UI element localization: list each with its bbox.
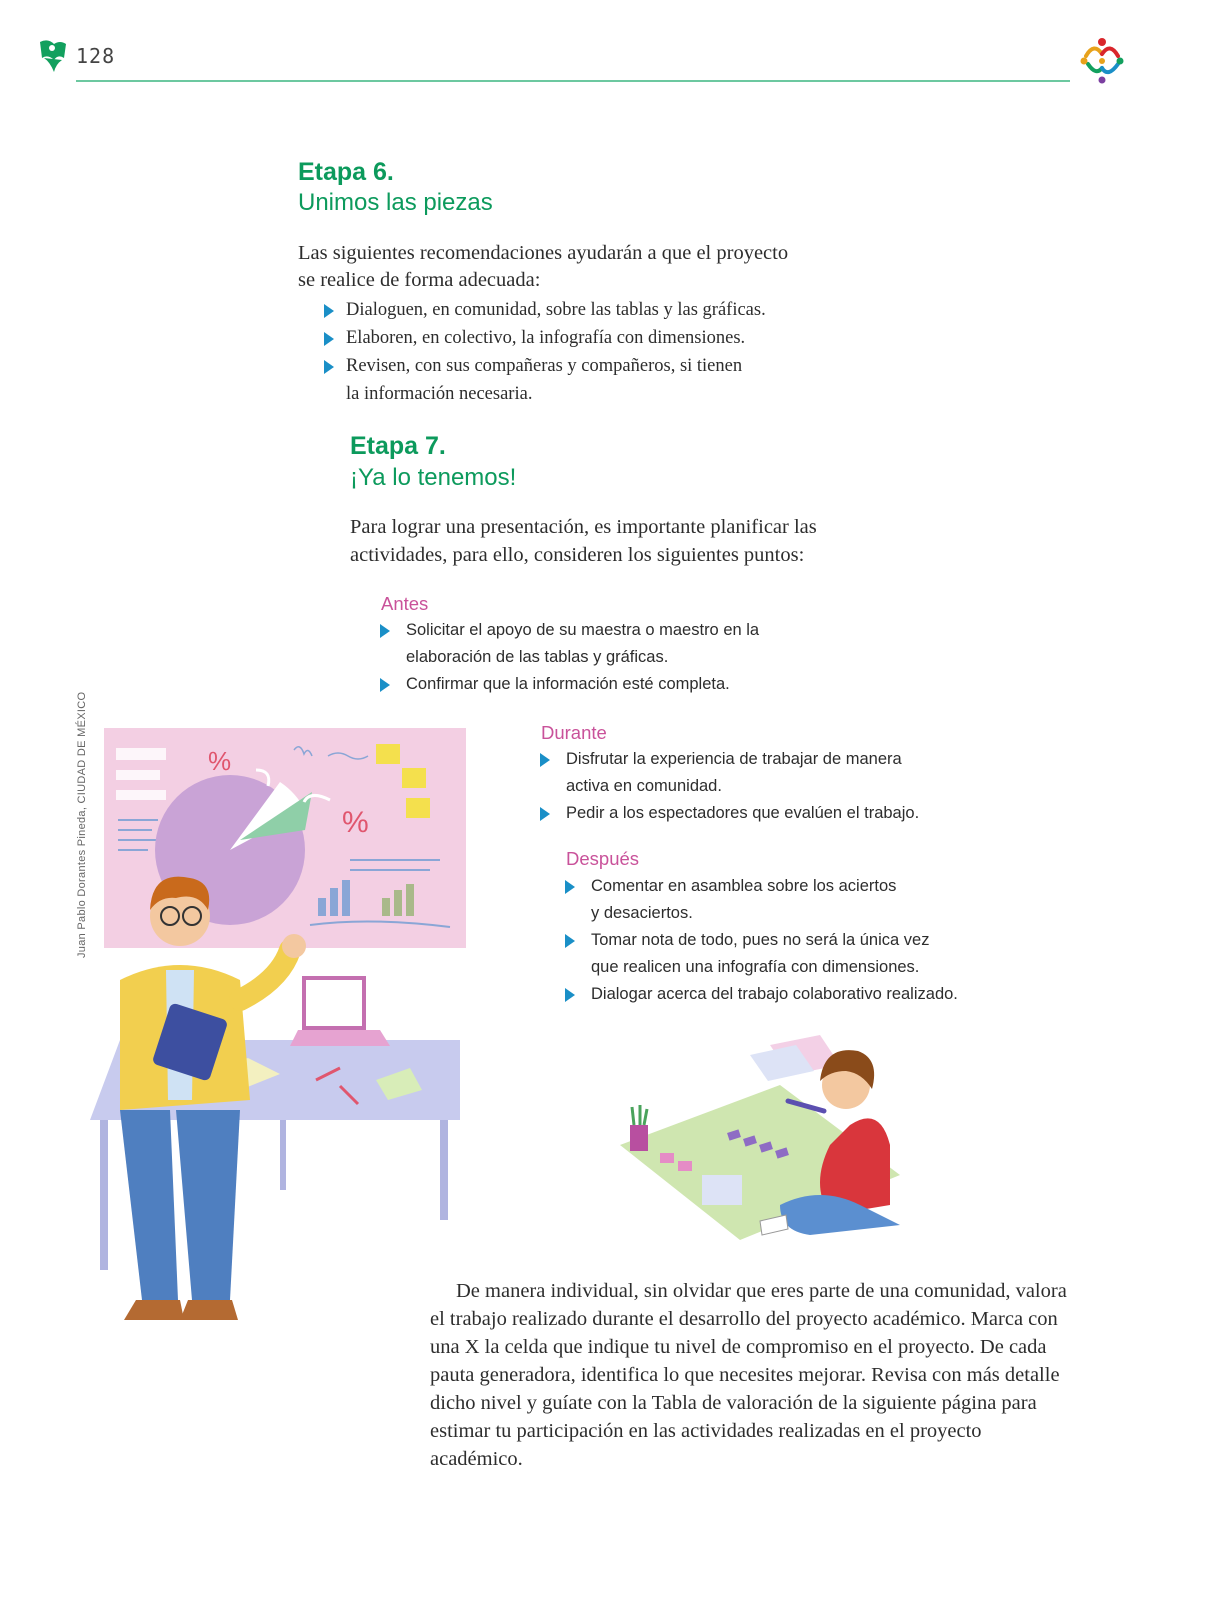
bullet-arrow-icon	[380, 678, 390, 692]
header-rule	[76, 80, 1070, 82]
despues-heading: Después	[566, 848, 640, 869]
bullet-arrow-icon	[324, 360, 334, 374]
list-item: Solicitar el apoyo de su maestra o maestro en la	[378, 617, 759, 644]
stage6-subtitle: Unimos las piezas	[298, 189, 493, 216]
durante-list	[538, 746, 919, 827]
stage6-bullet-list	[322, 296, 766, 408]
stage7-subtitle: ¡Ya lo tenemos!	[350, 464, 517, 491]
list-item-continuation: elaboración de las tablas y gráficas.	[406, 648, 669, 666]
stage7-title: Etapa 7.	[350, 432, 446, 460]
list-item-continuation: y desaciertos.	[591, 904, 693, 922]
illustrator-credit: Juan Pablo Dorantes Pineda, CIUDAD DE MÉXICO	[76, 691, 88, 958]
list-item: Tomar nota de todo, pues no será la única vez	[563, 927, 958, 954]
bullet-arrow-icon	[324, 304, 334, 318]
list-item: Confirmar que la información esté completa.	[378, 671, 759, 698]
final-paragraph: De manera individual, sin olvidar que eres parte de una comunidad, valora el trabajo realizado durante el desarrollo del proyecto académico. Marca con una X la celda que indique tu nivel de compromiso en el proyecto. De cada pauta generadora, identifica lo que necesites mejorar. Revisa con más detalle dicho nivel y guíate con la Tabla de valoración de la siguiente página para estimar tu participación en las actividades realizadas en el proyecto académico.	[430, 1280, 1067, 1470]
teacher-presentation-illustration	[80, 720, 480, 1340]
stage7-intro-line2: actividades, para ello, consideren los siguientes puntos:	[350, 544, 805, 566]
list-item: Elaboren, en colectivo, la infografía con dimensiones.	[322, 324, 766, 352]
percent-label: %	[342, 806, 369, 839]
community-emblem-icon	[1076, 34, 1128, 86]
bullet-arrow-icon	[324, 332, 334, 346]
percent-label: %	[208, 746, 232, 776]
bullet-arrow-icon	[540, 753, 550, 767]
bullet-arrow-icon	[565, 988, 575, 1002]
page-number: 128	[76, 44, 116, 68]
list-item-continuation: la información necesaria.	[346, 384, 533, 404]
despues-list	[563, 873, 958, 1008]
list-item: Dialoguen, en comunidad, sobre las tablas y las gráficas.	[322, 296, 766, 324]
stage7-intro-line1: Para lograr una presentación, es importante planificar las	[350, 516, 817, 538]
bullet-arrow-icon	[565, 934, 575, 948]
bullet-arrow-icon	[380, 624, 390, 638]
book-logo-icon	[36, 38, 68, 74]
antes-list	[378, 617, 759, 698]
list-item: Revisen, con sus compañeras y compañeros, si tienen	[322, 352, 766, 380]
stage6-intro-line2: se realice de forma adecuada:	[298, 269, 541, 291]
bullet-arrow-icon	[565, 880, 575, 894]
student-drawing-illustration	[610, 1025, 930, 1250]
list-item-continuation: que realicen una infografía con dimensiones.	[591, 958, 920, 976]
list-item: Pedir a los espectadores que evalúen el trabajo.	[538, 800, 919, 827]
bullet-arrow-icon	[540, 807, 550, 821]
list-item: Disfrutar la experiencia de trabajar de manera	[538, 746, 919, 773]
stage6-intro-line1: Las siguientes recomendaciones ayudarán a que el proyecto	[298, 242, 789, 264]
list-item-continuation: activa en comunidad.	[566, 777, 722, 795]
antes-heading: Antes	[381, 593, 429, 614]
stage6-title: Etapa 6.	[298, 158, 394, 186]
list-item: Dialogar acerca del trabajo colaborativo realizado.	[563, 981, 958, 1008]
list-item: Comentar en asamblea sobre los aciertos	[563, 873, 958, 900]
durante-heading: Durante	[541, 722, 607, 743]
